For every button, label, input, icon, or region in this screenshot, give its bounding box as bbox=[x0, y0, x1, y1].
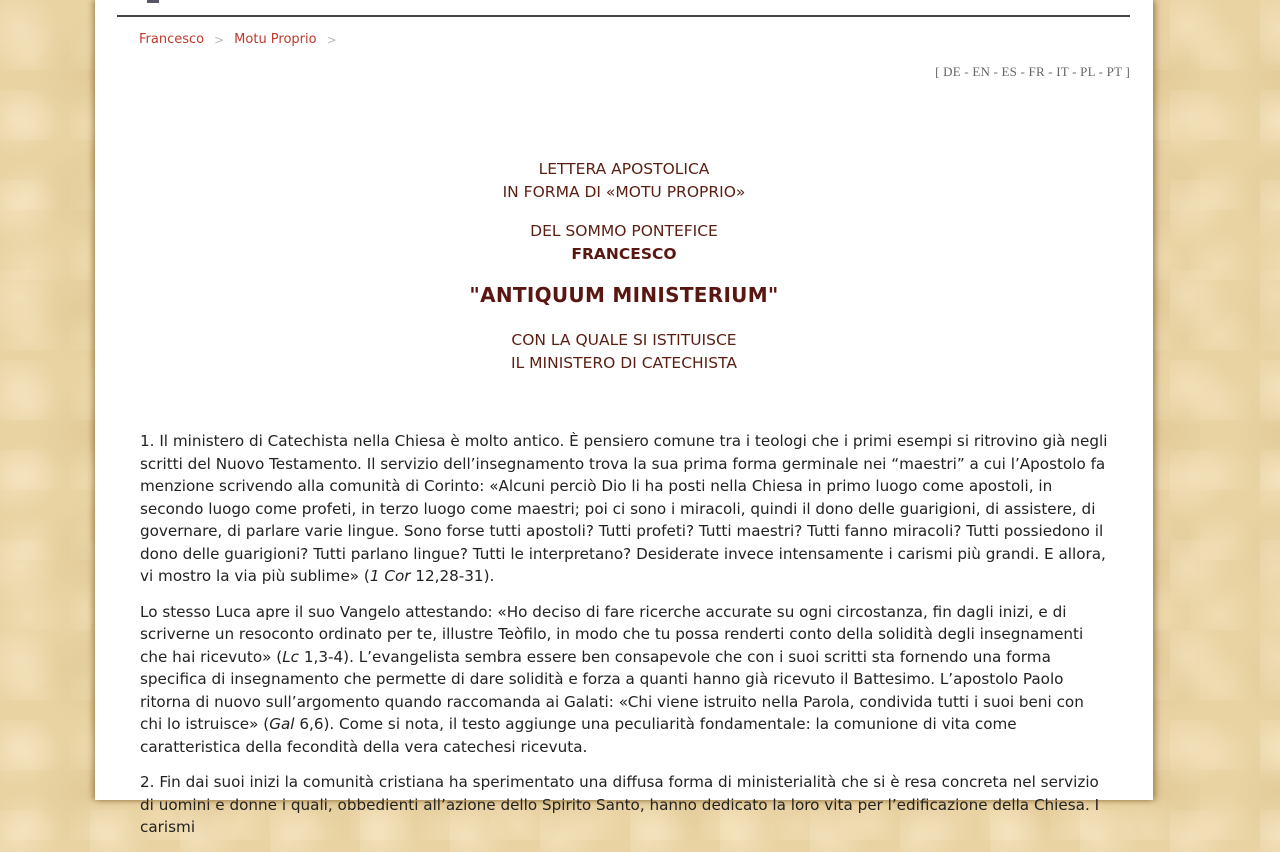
paragraph-text: 6,6). Come si nota, il testo aggiunge una peculiarità fondamentale: la comunione di vita come caratteristica della fecondità della vera catechesi ricevuta. bbox=[140, 715, 1017, 756]
chevron-right-icon: > bbox=[214, 32, 225, 47]
document-header bbox=[95, 158, 1153, 374]
language-separator: - bbox=[960, 64, 973, 79]
paragraph-2 bbox=[140, 601, 1108, 759]
document-body bbox=[140, 430, 1108, 852]
scripture-reference: Lc bbox=[282, 647, 300, 666]
subtitle-line-2: IL MINISTERO DI CATECHISTA bbox=[511, 353, 737, 372]
paragraph-text: 1. Il ministero di Catechista nella Chiesa è molto antico. È pensiero comune tra i teologi che i primi esempi si ritrovino già negli scritti del Nuovo Testamento. Il servizio dell’insegnamento trova la sua prima forma germinale nei “maestri” a cui l’Apostolo fa menzione scrivendo alla comunità di Corinto: «Alcuni perciò Dio li ha posti nella Chiesa in primo luogo come apostoli, in secondo luogo come profeti, in terzo luogo come maestri; poi ci sono i miracoli, quindi il dono delle guarigioni, di assistere, di governare, di parlare varie lingue. Sono forse tutti apostoli? Tutti profeti? Tutti maestri? Tutti fanno miracoli? Tutti possiedono il dono delle guarigioni? Tutti parlano lingue? Tutti le interpretano? Desiderate invece intensamente i carismi più grandi. E allora, vi mostro la via più sublime» ( bbox=[140, 432, 1108, 585]
language-link-de[interactable]: DE bbox=[943, 64, 961, 79]
language-separator: - bbox=[1068, 64, 1081, 79]
language-selector bbox=[935, 64, 1130, 80]
paragraph-text: Lo stesso Luca apre il suo Vangelo attestando: «Ho deciso di fare ricerche accurate su ogni circostanza, fin dagli inizi, e di scriverne un resoconto ordinato per te, illustre Teòfilo, in modo che tu possa renderti conto della solidità degli insegnamenti che hai ricevuto» ( bbox=[140, 602, 1084, 666]
document-form-line: IN FORMA DI «MOTU PROPRIO» bbox=[502, 182, 746, 201]
language-separator: - bbox=[990, 64, 1002, 79]
language-bracket-close: ] bbox=[1125, 64, 1130, 79]
language-link-fr[interactable]: FR bbox=[1028, 64, 1045, 79]
author-name: FRANCESCO bbox=[571, 244, 677, 263]
language-link-pt[interactable]: PT bbox=[1106, 64, 1123, 79]
language-separator: - bbox=[1095, 64, 1107, 79]
header-divider bbox=[117, 15, 1130, 17]
paragraph-text: 2. Fin dai suoi inizi la comunità cristiana ha sperimentato una diffusa forma di ministerialità che si è resa concreta nel servizio di uomini e donne i quali, obbedienti all’azione dello Spirito Santo, hanno dedicato la loro vita per l’edificazione della Chiesa. I carismi bbox=[140, 773, 1100, 836]
paragraph-text: 1,3-4). L’evangelista sembra essere ben consapevole che con i suoi scritti sta fornendo una forma specifica di insegnamento che permette di dare solidità e forza a quanti hanno già ricevuto il Battesimo. L’apostolo Paolo ritorna di nuovo sull’argomento quando raccomanda ai Galati: «Chi viene istruito nella Parola, condivida tutti i suoi beni con chi lo istruisce» ( bbox=[140, 647, 1084, 733]
language-link-pl[interactable]: PL bbox=[1080, 64, 1096, 79]
chevron-right-icon: > bbox=[326, 32, 337, 47]
document-title: "ANTIQUUM MINISTERIUM" bbox=[469, 283, 779, 307]
paragraph-1 bbox=[140, 430, 1108, 588]
document-page bbox=[95, 0, 1153, 836]
document-type-line: LETTERA APOSTOLICA bbox=[538, 160, 710, 178]
scripture-reference: Gal bbox=[269, 715, 295, 733]
language-link-en[interactable]: EN bbox=[972, 64, 991, 79]
subtitle-line-1: CON LA QUALE SI ISTITUISCE bbox=[511, 331, 737, 349]
scripture-reference: 1 Cor bbox=[369, 567, 411, 585]
paragraph-3 bbox=[140, 771, 1108, 839]
language-separator: - bbox=[1044, 64, 1057, 79]
breadcrumb bbox=[139, 32, 347, 47]
language-bracket-open: [ bbox=[935, 64, 940, 79]
paragraph-text: 12,28-31). bbox=[410, 567, 495, 585]
breadcrumb-motu-proprio[interactable]: Motu Proprio bbox=[234, 32, 317, 47]
pontiff-label: DEL SOMMO PONTEFICE bbox=[530, 222, 718, 240]
breadcrumb-francesco[interactable]: Francesco bbox=[139, 32, 205, 47]
language-link-it[interactable]: IT bbox=[1056, 64, 1069, 79]
language-link-es[interactable]: ES bbox=[1001, 64, 1018, 79]
site-logo-fragment bbox=[147, 0, 159, 3]
language-separator: - bbox=[1017, 64, 1029, 79]
